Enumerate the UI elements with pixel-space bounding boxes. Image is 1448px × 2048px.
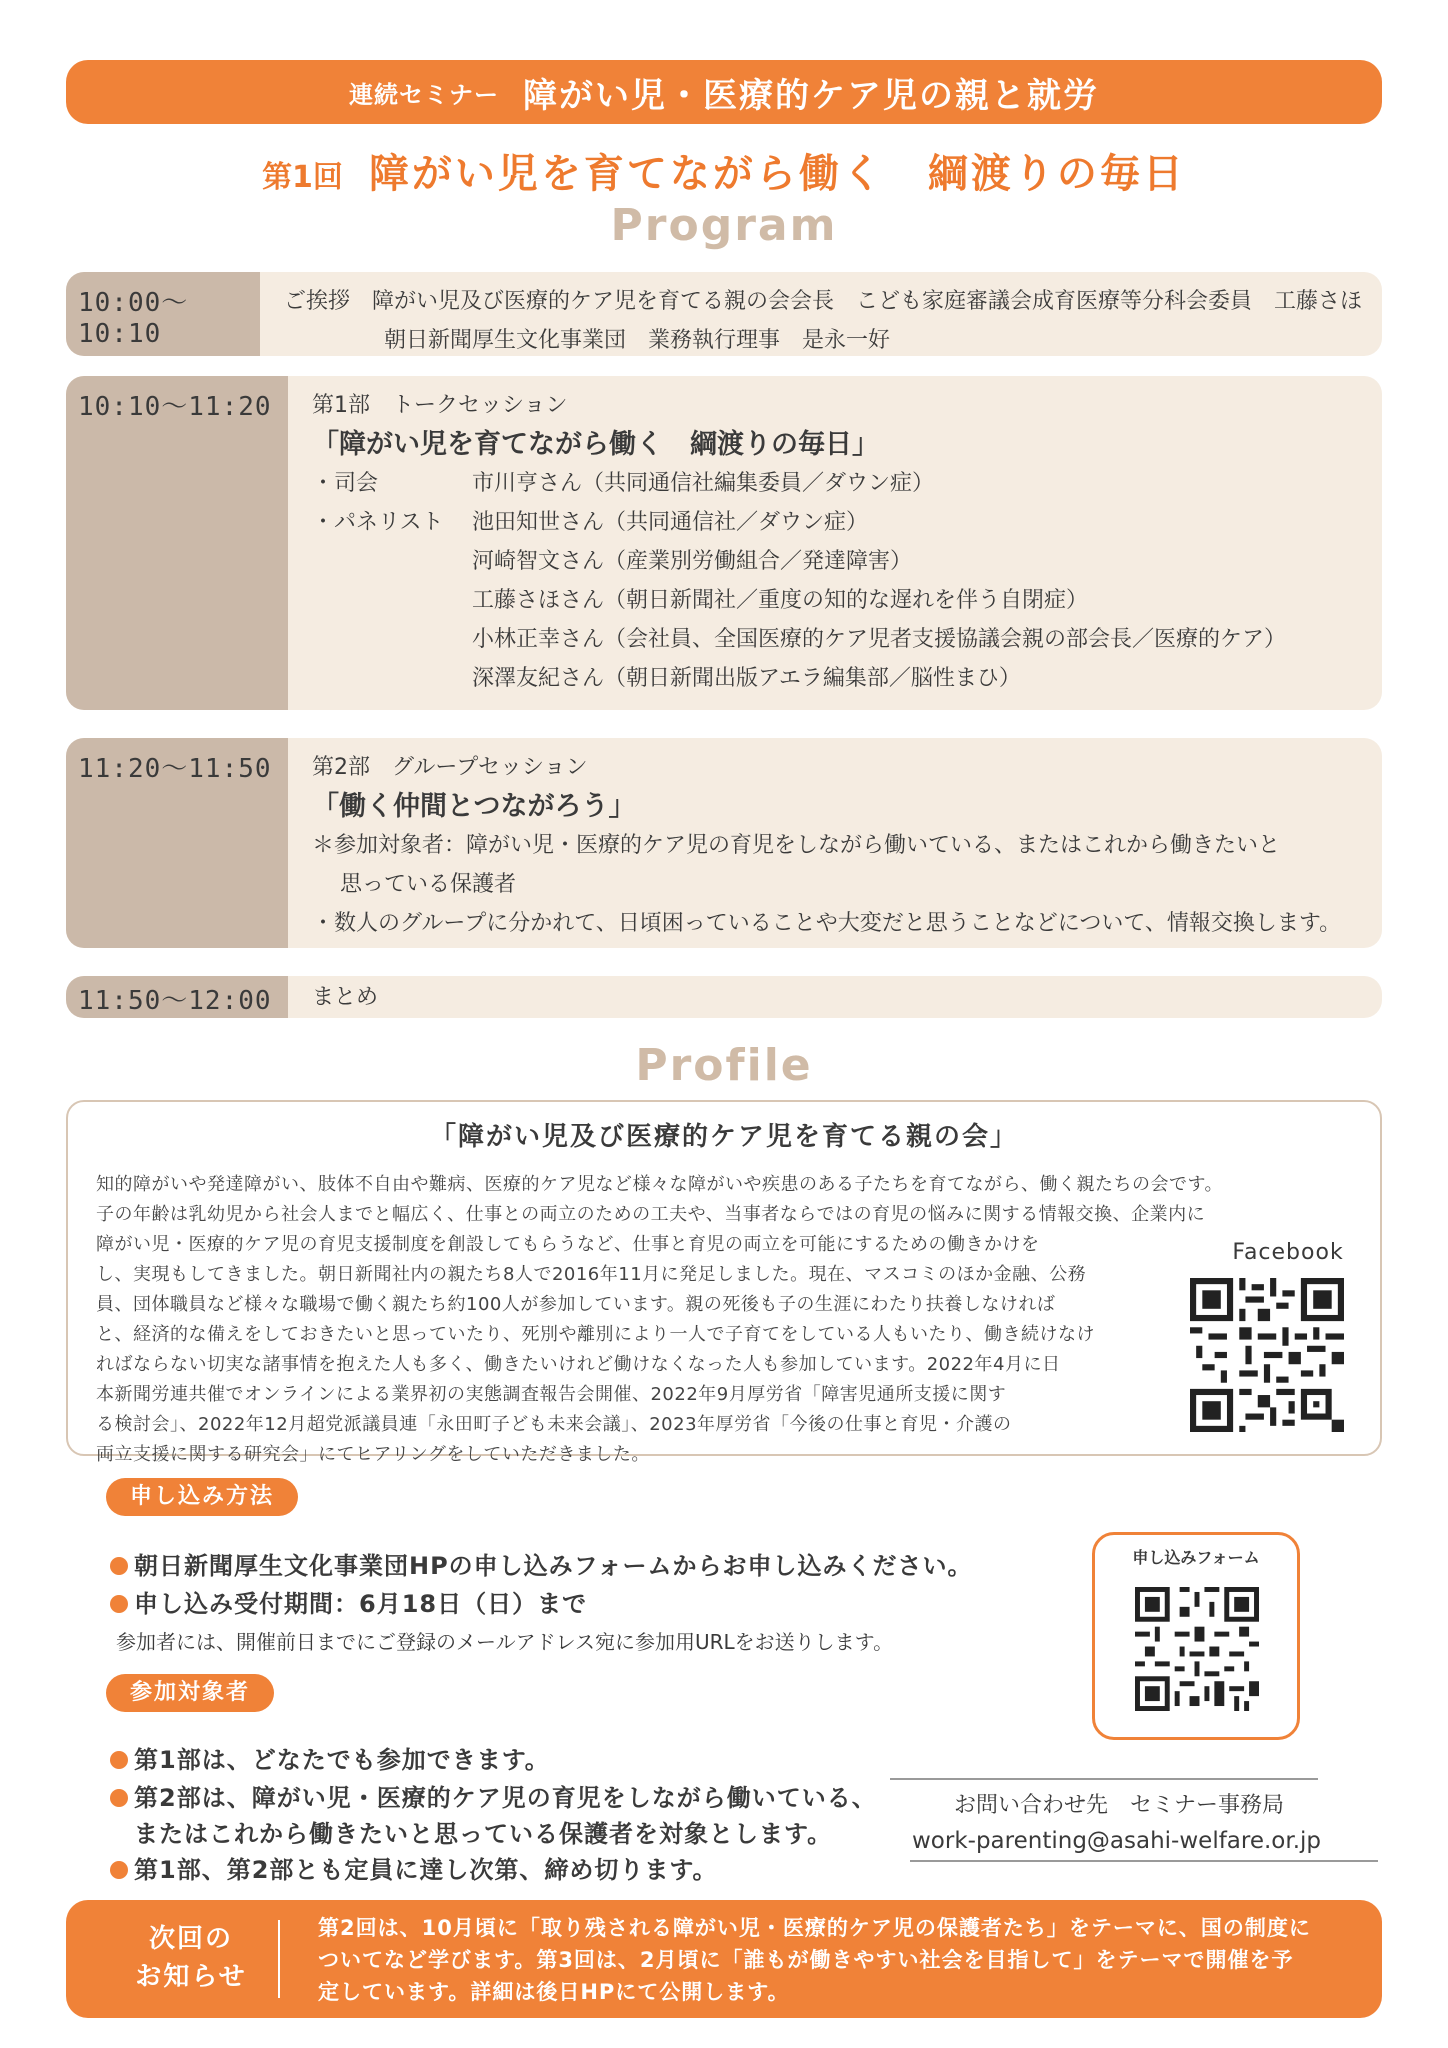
group-title: 「働く仲間とつながろう」 [312,791,636,822]
next-label: 次回の お知らせ [135,1924,247,1992]
part-label: 第1部 トークセッション [312,393,568,418]
profile-line: 本新聞労連共催でオンラインによる業界初の実態調査報告会開催、2022年9月厚労省「障害児通所支援に関す [96,1384,1007,1405]
panelist-name: 深澤友紀さん（朝日新聞出版アエラ編集部／脳性まひ） [472,666,1021,691]
talk-title: 「障がい児を育てながら働く 綱渡りの毎日」 [312,429,879,460]
target-line-2: 第2部は、障がい児・医療的ケア児の育児をしながら働いている、 [110,1778,877,1813]
time-slot: 11:50〜12:00 [66,976,288,1018]
profile-heading: Profile [635,1040,813,1091]
session-subtitle [0,142,1448,199]
target-heading: 参加対象者 [106,1674,274,1712]
target-line-3: 第1部、第2部とも定員に達し次第、締め切ります。 [110,1850,717,1885]
facebook-label: Facebook [1232,1240,1344,1265]
apply-line-1: 朝日新聞厚生文化事業団HPの申し込みフォームからお申し込みください。 [110,1546,972,1581]
footer-divider [278,1920,280,1998]
seminar-title: 障がい児・医療的ケア児の親と就労 [523,75,1099,116]
apply-note: 参加者には、開催前日までにご登録のメールアドレス宛に参加用URLをお送りします。 [116,1630,894,1654]
profile-text [96,1170,1356,1470]
mc-line [312,464,1362,503]
contact-divider-top [890,1778,1318,1780]
contact-label: お問い合わせ先 セミナー事務局 [954,1793,1285,1818]
time-slot: 10:00〜10:10 [66,272,260,356]
profile-box [66,1100,1382,1465]
program-row-summary [66,976,1382,1018]
group-description: ・数人のグループに分かれて、日頃困っていることや大変だと思うことなどについて、情報交換します。 [312,911,1342,936]
application-form-box[interactable] [1092,1532,1300,1740]
mc-label: ・司会 [312,471,379,496]
panelist-line [312,503,1362,542]
profile-line: 知的障がいや発達障がい、肢体不自由や難病、医療的ケア児など様々な障がいや疾患のある子たちを育てながら、働く親たちの会です。 [96,1174,1224,1195]
profile-line: 員、団体職員など様々な職場で働く親たち約100人が参加しています。親の死後も子の生涯にわたり扶養しなければ [96,1294,1056,1315]
profile-title: 「障がい児及び医療的ケア児を育てる親の会」 [429,1122,1018,1152]
bullet-icon [110,1595,128,1613]
program-row-group [66,738,1382,948]
profile-line: 障がい児・医療的ケア児の育児支援制度を創設してもらうなど、仕事と育児の両立を可能にするための働きかけを [96,1234,1040,1255]
profile-line: と、経済的な備えをしておきたいと思っていたり、死別や離別により一人で子育てをしている人もいたり、働き続けなけ [96,1324,1095,1345]
group-target-line-2: 思っている保護者 [340,872,517,897]
greeting-line-2: 朝日新聞厚生文化事業団 業務執行理事 是永一好 [383,328,890,353]
profile-line: ればならない切実な諸事情を抱えた人も多く、働きたいけれど働けなくなった人も参加しています。2022年4月に日 [96,1354,1061,1375]
greeting-line-1: ご挨拶 障がい児及び医療的ケア児を育てる親の会会長 こども家庭審議会成育医療等分科会委員 工藤さほ [283,289,1362,314]
profile-line: し、実現もしてきました。朝日新聞社内の親たち8人で2016年11月に発足しました。現在、マスコミのほか金融、公務 [96,1264,1087,1285]
mc-name: 市川亨さん（共同通信社編集委員／ダウン症） [472,471,935,496]
panelist-name: 池田知世さん（共同通信社／ダウン症） [472,510,869,535]
panelist-label: ・パネリスト [312,510,444,535]
bullet-icon [110,1751,128,1769]
bullet-icon [110,1789,128,1807]
bullet-icon [110,1557,128,1575]
time-slot: 11:20〜11:50 [66,738,288,948]
summary-label: まとめ [312,985,379,1010]
form-label: 申し込みフォーム [1132,1548,1260,1567]
profile-line: 両立支援に関する研究会」にてヒアリングをしていただきました。 [96,1444,650,1465]
facebook-qr-code-icon[interactable] [1190,1278,1344,1432]
group-target-line-1: ＊参加対象者：障がい児・医療的ケア児の育児をしながら働いている、またはこれから働きたいと [312,833,1281,858]
bullet-icon [110,1861,128,1879]
part-label: 第2部 グループセッション [312,755,588,780]
application-qr-code-icon[interactable] [1135,1587,1259,1711]
profile-line: る検討会」、2022年12月超党派議員連「永田町子ども未来会議」、2023年厚労省「今後の仕事と育児・介護の [96,1414,1012,1435]
panelist-name: 河崎智文さん（産業別労働組合／発達障害） [472,549,913,574]
next-description: 第2回は、10月頃に「取り残される障がい児・医療的ケア児の保護者たち」をテーマに、国の制度に ついてなど学びます。第3回は、2月頃に「誰もが働きやすい社会を目指して」をテーマで開催を予 定しています。詳細は後日HPにて公開します。 [318,1916,1311,2004]
contact-divider-bottom [910,1860,1378,1862]
time-slot: 10:10〜11:20 [66,376,288,710]
seminar-banner [66,60,1382,124]
apply-line-2: 申し込み受付期間：6月18日（日）まで [110,1584,587,1619]
panelist-name: 小林正幸さん（会社員、全国医療的ケア児者支援協議会親の部会長／医療的ケア） [472,627,1287,652]
program-row-greeting [66,272,1382,356]
series-label: 連続セミナー [349,80,499,109]
program-row-talk [66,376,1382,710]
target-line-2b: またはこれから働きたいと思っている保護者を対象とします。 [134,1820,833,1848]
target-line-1: 第1部は、どなたでも参加できます。 [110,1740,550,1775]
next-session-notice [66,1900,1382,2018]
program-heading: Program [610,200,838,251]
session-title: 障がい児を育てながら働く 綱渡りの毎日 [368,151,1186,197]
session-number: 第1回 [262,160,343,195]
profile-line: 子の年齢は乳幼児から社会人までと幅広く、仕事との両立のための工夫や、当事者ならではの育児の悩みに関する情報交換、企業内に [96,1204,1206,1225]
panelist-name: 工藤さほさん（朝日新聞社／重度の知的な遅れを伴う自閉症） [472,588,1089,613]
apply-heading: 申し込み方法 [106,1478,298,1516]
contact-email[interactable]: work-parenting@asahi-welfare.or.jp [912,1828,1322,1854]
